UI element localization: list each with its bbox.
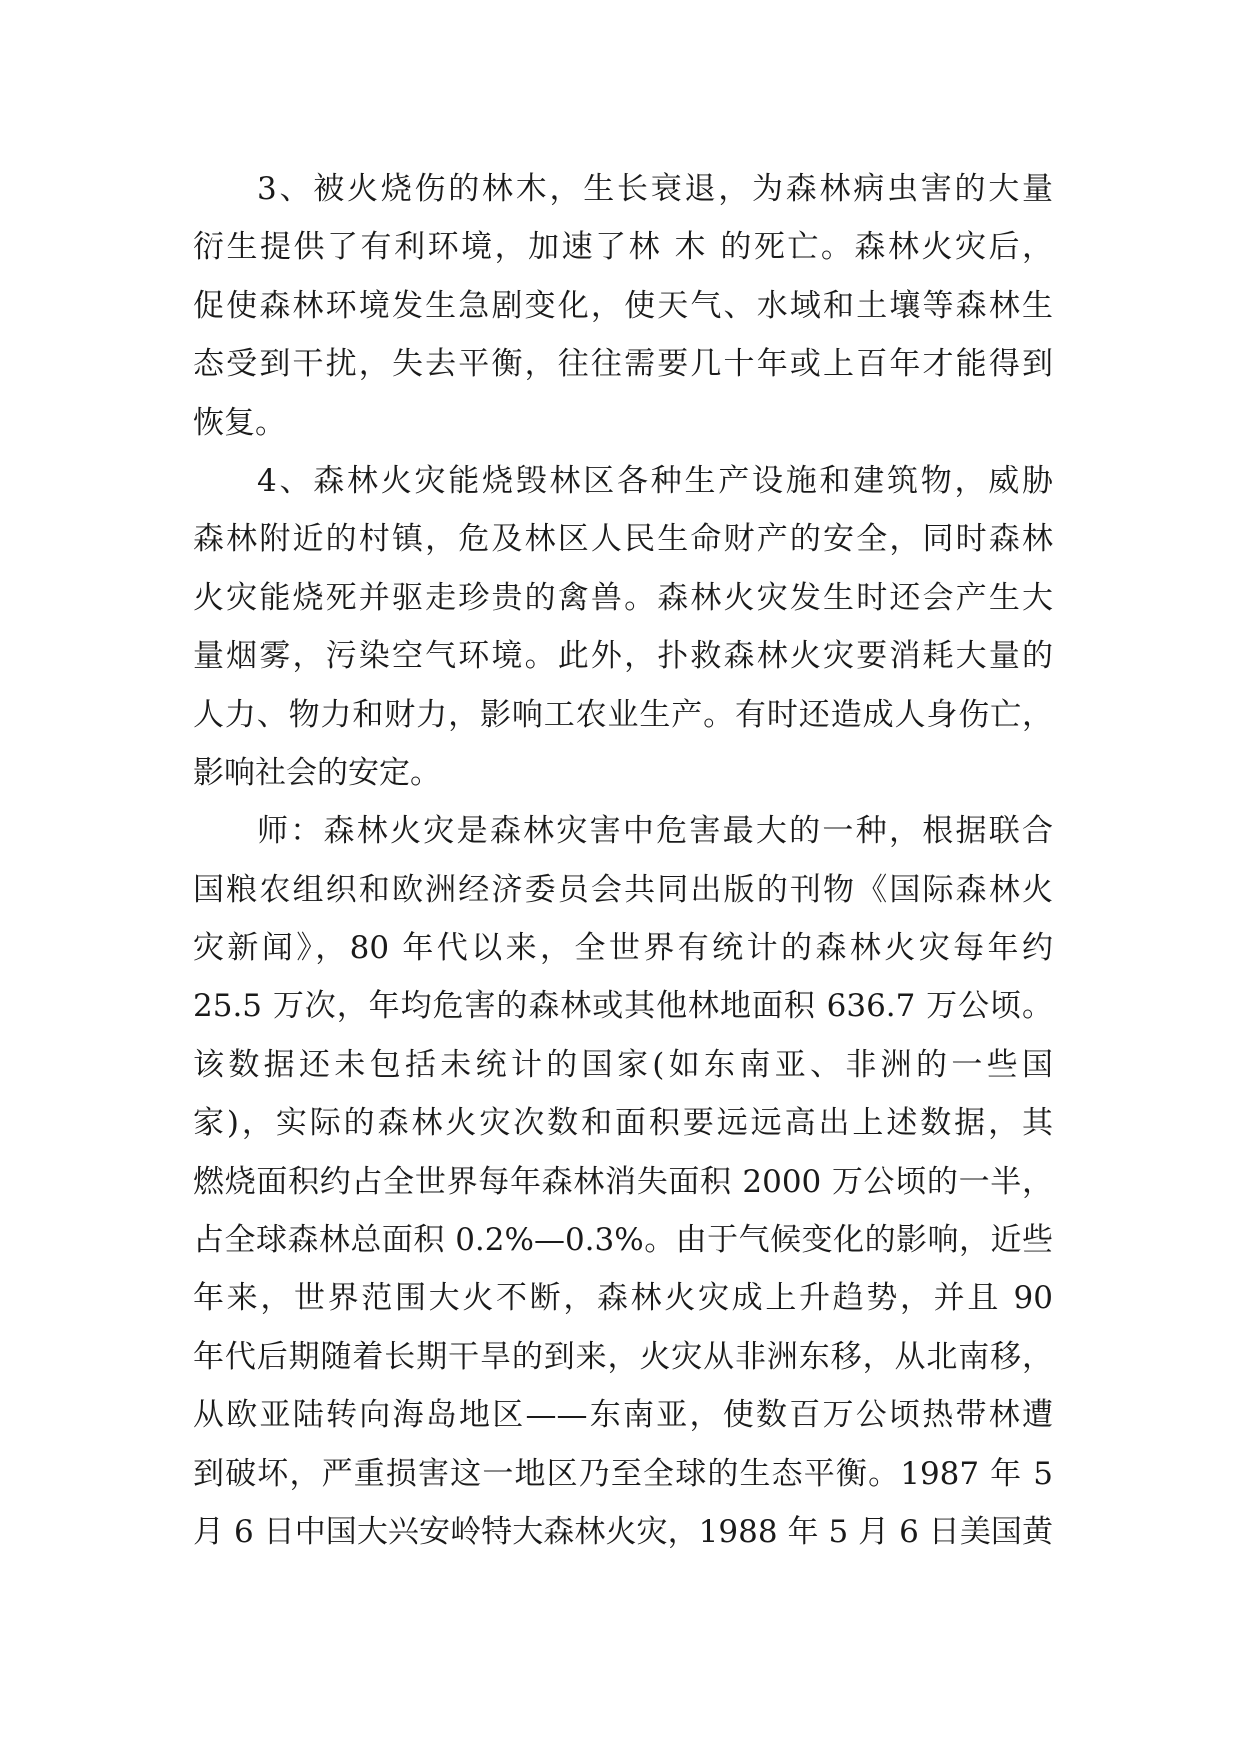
text-line: 3、被火烧伤的林木，生长衰退，为森林病虫害的大量 xyxy=(257,171,1053,207)
text-line: 从欧亚陆转向海岛地区——东南亚，使数百万公顷热带林遭 xyxy=(193,1397,1053,1434)
text-line: 师：森林火灾是森林灾害中危害最大的一种，根据联合 xyxy=(257,813,1053,850)
text-line: 4、森林火灾能烧毁林区各种生产设施和建筑物，威胁 xyxy=(257,462,1053,499)
text-line: 国粮农组织和欧洲经济委员会共同出版的刊物《国际森林火 xyxy=(193,871,1053,908)
text-line: 火灾能烧死并驱走珍贵的禽兽。森林火灾发生时还会产生大 xyxy=(193,579,1053,616)
text-line: 影响社会的安定。 xyxy=(193,754,441,791)
text-line: 年来，世界范围大火不断，森林火灾成上升趋势，并且 90 xyxy=(193,1280,1053,1317)
text-line: 占全球森林总面积 0.2%—0.3%。由于气候变化的影响，近些 xyxy=(193,1222,1053,1259)
text-line: 人力、物力和财力，影响工农业生产。有时还造成人身伤亡， xyxy=(193,696,1053,733)
text-line: 25.5 万次，年均危害的森林或其他林地面积 636.7 万公顷。 xyxy=(193,988,1053,1025)
text-line: 衍生提供了有利环境，加速了林 木 的死亡。森林火灾后， xyxy=(193,229,1053,266)
text-line: 家)，实际的森林火灾次数和面积要远远高出上述数据，其 xyxy=(193,1105,1053,1142)
text-line: 森林附近的村镇，危及林区人民生命财产的安全，同时森林 xyxy=(193,521,1053,558)
text-line: 恢复。 xyxy=(193,404,286,441)
text-line: 量烟雾，污染空气环境。此外，扑救森林火灾要消耗大量的 xyxy=(193,638,1053,675)
text-line: 燃烧面积约占全世界每年森林消失面积 2000 万公顷的一半， xyxy=(193,1163,1053,1200)
text-line: 到破坏，严重损害这一地区乃至全球的生态平衡。1987 年 5 xyxy=(193,1455,1053,1492)
text-line: 态受到干扰，失去平衡，往往需要几十年或上百年才能得到 xyxy=(193,346,1053,383)
text-line: 促使森林环境发生急剧变化，使天气、水域和土壤等森林生 xyxy=(193,287,1053,324)
text-line: 年代后期随着长期干旱的到来，火灾从非洲东移，从北南移， xyxy=(193,1338,1053,1375)
text-line: 灾新闻》，80 年代以来，全世界有统计的森林火灾每年约 xyxy=(193,930,1053,967)
text-line: 该数据还未包括未统计的国家(如东南亚、非洲的一些国 xyxy=(193,1046,1053,1083)
text-line: 月 6 日中国大兴安岭特大森林火灾，1988 年 5 月 6 日美国黄 xyxy=(193,1513,1053,1550)
document-body xyxy=(193,160,1053,1561)
